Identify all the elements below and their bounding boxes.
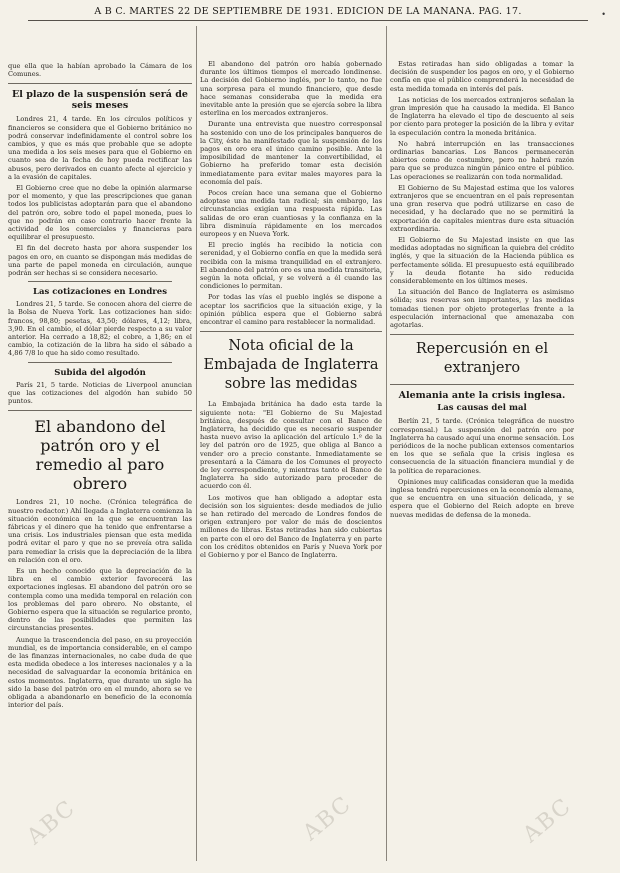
divider <box>28 362 172 363</box>
article-paragraph: Los motivos que han obligado a adoptar esta decisión son los siguientes: desde mediados de julio se han retirado del mercado de Londres fondos de origen extranjero por valor de más de doscientos millones de libras. Estas retiradas han sido cubiertas en parte con el oro del Banco de Inglaterra y en parte con los créditos obtenidos en París y Nueva York por el Gobierno y por el Banco de Inglaterra. <box>200 493 382 559</box>
headline-repercusion-extranjero: Repercusión en el extranjero <box>415 341 549 377</box>
headline-cotizaciones: Las cotizaciones en Londres <box>33 287 167 298</box>
divider <box>200 331 382 332</box>
column-rule <box>386 26 387 861</box>
article-paragraph: El fin del decreto hasta por ahora suspender los pagos en oro, en cuanto se dispongan más medidas de una parte de papel moneda en circulación, aunque podrán ser hechas si se considera necesario. <box>8 244 192 278</box>
article-paragraph: Londres 21, 5 tarde. Se conocen ahora del cierre de la Bolsa de Nueva York. Las cotizaciones han sido: francos, 98,80; pesetas, 43,50; dólares, 4,12; libra, 3,90. En el cambio, el dólar pierde respecto a su valor anterior. Ha cerrado a 18,82; el cobre, a 1,86; en el cambio, la cotización de la libra ha sido el sábado a 4,86 7/8 lo que ha sido como resultado. <box>8 300 192 358</box>
column-rule <box>196 26 197 861</box>
column-3 <box>390 60 577 865</box>
article-paragraph: Por todas las vías el pueblo inglés se dispone a aceptar los sacrificios que la situación exige, y la opinión pública espera que el Gobierno sabrá encontrar el camino para restablecer la normalidad. <box>200 293 382 327</box>
watermark-logo: ABC <box>22 795 81 850</box>
watermark-logo: ABC <box>298 791 357 846</box>
lead-in-text: que ella que la habían aprobado la Cámara de los Comunes. <box>8 62 192 79</box>
article-paragraph: El precio inglés ha recibido la noticia con serenidad, y el Gobierno confía en que la medida será recibida con la misma tranquilidad en el extranjero. El abandono del patrón oro es una medida transitoria, según la nota oficial, y se volverá a él cuando las condiciones lo permitan. <box>200 241 382 291</box>
article-paragraph: Las noticias de los mercados extranjeros señalan la gran impresión que ha causado la medida. El Banco de Inglaterra ha elevado el tipo de descuento al seis por ciento para proteger la posición de la libra y evitar la especulación contra la moneda británica. <box>390 95 574 137</box>
article-paragraph: Opiniones muy calificadas consideran que la medida inglesa tendrá repercusiones en la economía alemana, que se encuentra en una situación delicada, y se espera que el Gobierno del Reich adopte en breve nuevas medidas de defensa de la moneda. <box>390 477 574 519</box>
article-paragraph: El Gobierno de Su Majestad insiste en que las medidas adoptadas no significan la quiebra del crédito inglés, y que la situación de la Hacienda pública es perfectamente sólida. El presupuesto está equilibrado y la deuda flotante ha sido reducida considerablemente en los últimos meses. <box>390 236 574 286</box>
article-paragraph: La Embajada británica ha dado esta tarde la siguiente nota: "El Gobierno de Su Majestad británica, después de consultar con el Banco de Inglaterra, ha decidido que es necesario suspender hasta nuevo aviso la aplicación del artículo 1.º de la ley del patrón oro de 1925, que obliga al Banco a vender oro a precio constante. Inmediatamente se presentará a la Cámara de los Comunes el proyecto de ley correspondiente, y mientras tanto el Banco de Inglaterra ha sido autorizado para proceder de acuerdo con él. <box>200 400 382 491</box>
article-paragraph: Londres 21, 10 noche. (Crónica telegráfica de nuestro redactor.) Ahí llegada a Inglaterra comienza la situación económica en la que se encuentran las fábricas y el dinero que ha tenido que enfrentarse a una crisis. Los industriales piensan que esta medida podrá evitar el paro y que no se preveía otra salida para remediar la crisis que la depreciación de la libra en relación con el oro. <box>8 498 192 564</box>
divider <box>8 83 192 84</box>
headline-nota-oficial-embajada: Nota oficial de la Embajada de Inglaterra sobre las medidas <box>203 338 379 393</box>
article-paragraph: Es un hecho conocido que la depreciación de la libra en el cambio exterior favorecerá las exportaciones inglesas. El abandono del patrón oro se contempla como una medida temporal en relación con los problemas del paro obrero. No obstante, el Gobierno espera que la situación se regularice pronto, dentro de las posibilidades que permiten las circunstancias presentes. <box>8 566 192 633</box>
divider <box>390 384 574 385</box>
article-paragraph: No habrá interrupción en las transacciones ordinarias bancarias. Los Bancos permanecerán abiertos como de costumbre, pero no habrá razón para que se produzca ningún pánico entre el público. Las operaciones se realizarán con toda normalidad. <box>390 139 574 181</box>
subheadline-alemania: Alemania ante la crisis inglesa. <box>398 390 566 402</box>
divider <box>28 281 172 282</box>
watermark-logo: ABC <box>518 793 577 848</box>
article-paragraph: Pocos creían hace una semana que el Gobierno adoptase una medida tan radical; sin embargo, las circunstancias exigían una respuesta rápida. Las salidas de oro eran cuantiosas y la confianza en la libra disminuía rápidamente en los mercados europeos y en Nueva York. <box>200 189 382 239</box>
article-paragraph: El Gobierno de Su Majestad estima que los valores extranjeros que se encuentran en el país representan una gran reserva que podrá utilizarse en caso de necesidad, y ha declarado que no se permitirá la exportación de capitales mientras dure esta situación extraordinaria. <box>390 183 574 233</box>
page-mark: • <box>601 10 606 19</box>
article-paragraph: El abandono del patrón oro había gobernado durante los últimos tiempos el mercado londinense. La decisión del Gobierno inglés, por lo tanto, no fue una sorpresa para el mundo financiero, que desde hace semanas consideraba que la medida era inevitable ante la presión que se ejercía sobre la libra esterlina en los mercados extranjeros. <box>200 60 382 118</box>
headline-suspension: El plazo de la suspensión será de seis meses <box>12 89 188 112</box>
article-paragraph: Aunque la trascendencia del paso, en su proyección mundial, es de importancia considerable, en el campo de las finanzas internacionales, no cabe duda de que esta medida obedece a los intereses nacionales y a la necesidad de salvaguardar la economía británica en estos momentos. Inglaterra, que durante un siglo ha sido la base del patrón oro en el mundo, ahora se ve obligada a abandonarlo en beneficio de la economía interior del país. <box>8 635 192 710</box>
article-paragraph: París 21, 5 tarde. Noticias de Liverpool anuncian que las cotizaciones del algodón han subido 50 puntos. <box>8 380 192 406</box>
article-paragraph: La situación del Banco de Inglaterra es asimismo sólida; sus reservas son importantes, y las medidas tomadas tienen por objeto protegerlas frente a la especulación internacional que amenazaba con agotarlas. <box>390 288 574 330</box>
divider <box>390 334 574 335</box>
divider <box>8 410 192 411</box>
column-2 <box>200 60 382 865</box>
article-paragraph: Londres 21, 4 tarde. En los círculos políticos y financieros se considera que el Gobierno británico no podrá conservar indefinidamente el control sobre los cambios, y que es más que probable que se adopte una medida a los seis meses para que el Gobierno en cuanto sea de la fecha de hoy pueda rectificar las abusos, pero derivados en cuanto afecte al ejercicio y a la evasión de capitales. <box>8 115 192 181</box>
article-paragraph: El Gobierno cree que no debe la opinión alarmarse por el momento, y que las prescripciones que ganan todos los publicistas adoptarán para que el abandono del patrón oro, sobre todo el papel moneda, pues lo que no podrán en caso contrario hacer frente la actividad de los comerciales y financieras para equilibrar el presupuesto. <box>8 184 192 242</box>
headline-abandono-patron-oro: El abandono del patrón oro y el remedio al paro obrero <box>34 417 166 494</box>
column-1 <box>8 62 192 867</box>
headline-algodon: Subida del algodón <box>54 367 146 378</box>
article-paragraph: Estas retiradas han sido obligadas a tomar la decisión de suspender los pagos en oro, y el Gobierno confía en que el público comprenderá la necesidad de esta medida tomada en interés del país. <box>390 60 574 93</box>
article-paragraph: Durante una entrevista que nuestro corresponsal ha sostenido con uno de los principales banqueros de la City, éste ha manifestado que la suspensión de los pagos en oro era el único camino posible. Ante la imposibilidad de mantener la convertibilidad, el Gobierno ha preferido tomar esta decisión inmediatamente para evitar males mayores para la economía del país. <box>200 120 382 186</box>
running-head: A B C. MARTES 22 DE SEPTIEMBRE DE 1931. EDICION DE LA MAÑANA. PAG. 17. <box>28 6 588 21</box>
subheadline-causas: Las causas del mal <box>437 403 527 414</box>
article-paragraph: Berlín 21, 5 tarde. (Crónica telegráfica de nuestro corresponsal.) La suspensión del patrón oro por Inglaterra ha causado aquí una enorme sensación. Los periódicos de la noche publican extensos comentarios en los que se señala que la crisis inglesa es consecuencia de la situación financiera mundial y de la política de reparaciones. <box>390 417 574 475</box>
